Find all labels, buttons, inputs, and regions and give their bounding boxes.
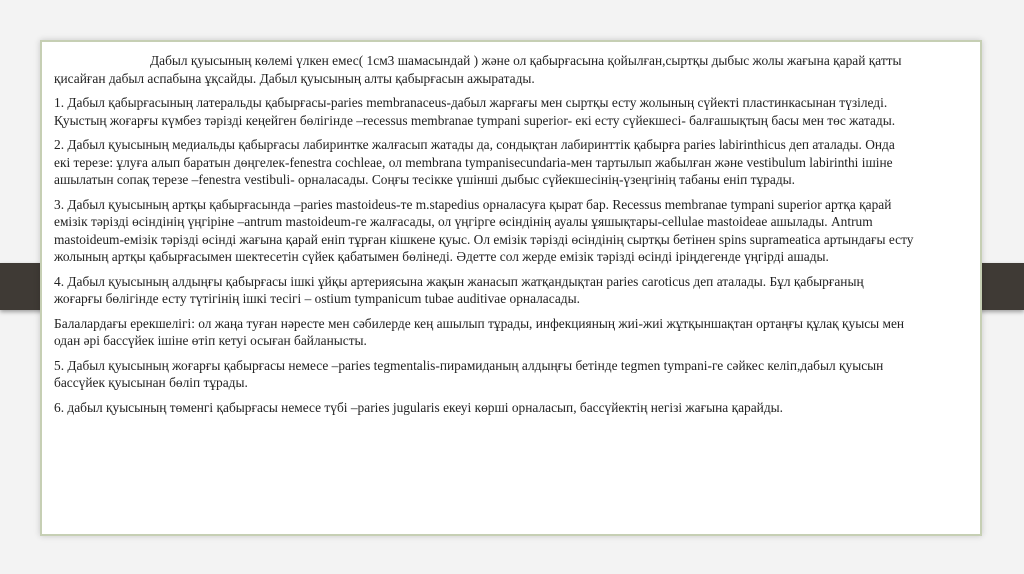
intro-paragraph: Дабыл қуысының көлемі үлкен емес( 1см3 шамасындай ) және ол қабырғасына қойылған,сыртқы дыбыс жолы жағына қарай қатты қисайған дабыл аспабына ұқсайды. Дабыл қуысының алты қабырғасын ажыратады. bbox=[54, 53, 902, 86]
paragraph-inferior-wall: 6. дабыл қуысының төменгі қабырғасы немесе түбі –paries jugularis екеуі көрші орналасып, бассүйектің негізі жағына қарайды. bbox=[54, 399, 783, 415]
paragraph-lateral-wall: 1. Дабыл қабырғасының латеральды қабырғасы-paries membranaceus-дабыл жарғағы мен сыртқы есту жолының сүйекті пластинкасынан түзіледі. Қуыстың жоғарғы күмбез тәрізді кеңейген бөлігінде –recessus membranae tympani superior- екі есту сүйекшесі- балғашықтың басы мен төс жатады. bbox=[54, 95, 896, 128]
paragraph-posterior-wall: 3. Дабыл қуысының артқы қабырғасында –paries mastoideus-те m.stapedius орналасуға қырат бар. Recessus membranae tympani superior артқа қарай емізік тәрізді өсіндінің үңгіріне –antrum mastoideum-ге жалғасады, ол үңгірге өсіндінің ауалы ұяшықтары-cellulae mastoideae ашылады. Antrum mastoideum-емізік тәрізді өсінді жағына қарай еніп тұрған кішкене қуыс. Ол емізік тәрізді өсіндінің сыртқы бетінен spins suprameatica артындағы есту жолының артқы қабырғасымен шектесетін сүйек қабатымен бөлінеді. Әдетте сол жерде емізік тәрізді өсінді іріңдегенде үңгірді ашады. bbox=[54, 196, 914, 264]
paragraph-medial-wall: 2. Дабыл қуысының медиальды қабырғасы лабиринтке жалғасып жатады да, сондықтан лабиринттік қабырға paries labirinthicus деп аталады. Онда екі терезе: ұлуға алып баратын дөңгелек-fenestra cochleae, ол membrana tympanisecundaria-мен тартылып жабылған және vestibulum labirinthi ішіне ашылатын сопақ терезе –fenestra vestibuli- орналасады. Соңғы тесікке үшінші дыбыс сүйекшесінің-үзеңгінің табаны еніп тұрады. bbox=[54, 137, 895, 187]
slide-text-body bbox=[54, 52, 914, 423]
paragraph-children-feature: Балалардағы ерекшелігі: ол жаңа туған нәресте мен сәбилерде кең ашылып тұрады, инфекцияның жиі-жиі жұтқыншақтан ортаңғы құлақ қуысы мен одан әрі бассүйек ішіне өтіп кетуі осыған байланысты. bbox=[54, 315, 905, 348]
paragraph-superior-wall: 5. Дабыл қуысының жоғарғы қабырғасы немесе –paries tegmentalis-пирамиданың алдыңғы бетінде tegmen tympani-ге сәйкес келіп,дабыл қуысын бассүйек қуысынан бөліп тұрады. bbox=[54, 357, 884, 390]
paragraph-anterior-wall: 4. Дабыл қуысының алдыңғы қабырғасы ішкі ұйқы артериясына жақын жанасып жатқандықтан paries caroticus деп аталады. Бұл қабырғаның жоғарғы бөлігінде есту түтігінің ішкі тесігі – ostium tympanicum tubae auditivae орналасады. bbox=[54, 273, 864, 306]
